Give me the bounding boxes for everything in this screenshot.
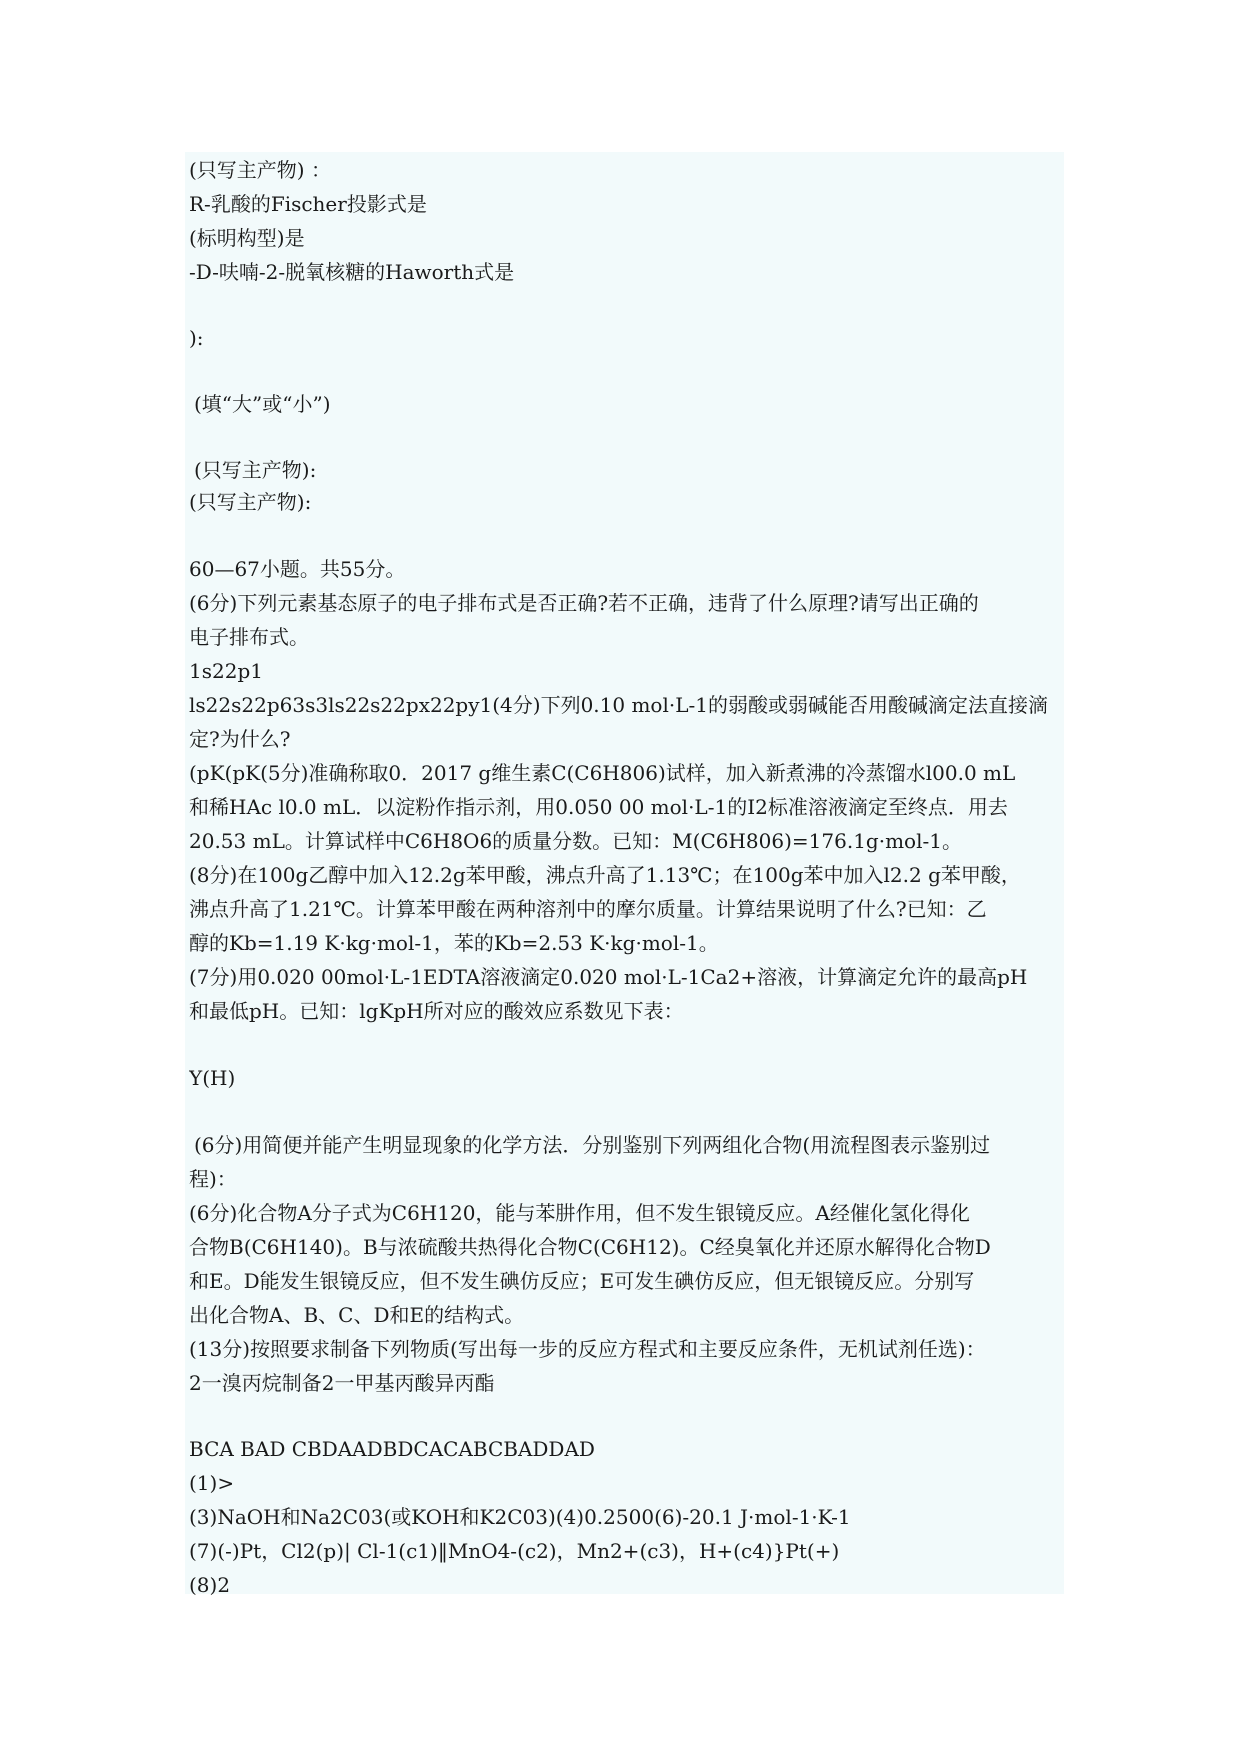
text-line: (只写主产物): [194,458,317,482]
text-line: (8分)在100g乙醇中加入12.2g苯甲酸，沸点升高了1.13℃；在100g苯中加入l2.2 g苯甲酸， [189,863,1021,887]
text-line: ): [189,326,204,350]
text-line: 和稀HAc l0.0 mL．以淀粉作指示剂，用0.050 00 mol·L-1的I2标准溶液滴定至终点．用去 [189,795,1008,819]
text-line: 出化合物A、B、C、D和E的结构式。 [189,1303,525,1327]
text-line: 合物B(C6H140)。B与浓硫酸共热得化合物C(C6H12)。C经臭氧化并还原水解得化合物D [189,1235,991,1259]
text-line: R-乳酸的Fischer投影式是 [189,192,427,216]
text-line: (1)> [189,1471,235,1495]
text-line: Y(H) [189,1066,236,1090]
text-line: 60—67小题。共55分。 [189,557,406,581]
text-line: 醇的Kb=1.19 K·kg·mol-1，苯的Kb=2.53 K·kg·mol-1。 [189,931,719,955]
text-line: (6分)下列元素基态原子的电子排布式是否正确?若不正确，违背了什么原理?请写出正确的 [189,591,979,615]
text-line: 沸点升高了1.21℃。计算苯甲酸在两种溶剂中的摩尔质量。计算结果说明了什么?已知：乙 [189,897,987,921]
text-line: (6分)化合物A分子式为C6H120，能与苯肼作用，但不发生银镜反应。A经催化氢化得化 [189,1201,970,1225]
text-line: (填“大”或“小”) [194,392,331,416]
text-line: (标明构型)是 [189,226,305,250]
text-line: (8)2 [189,1573,231,1597]
text-line: BCA BAD CBDAADBDCACABCBADDAD [189,1437,595,1461]
text-line: (7)(-)Pt，Cl2(p)| Cl-1(c1)‖MnO4-(c2)，Mn2+(c3)，H+(c4)}Pt(+) [189,1539,840,1563]
text-line: (pK(pK(5分)准确称取0．2017 g维生素C(C6H806)试样，加入新煮沸的冷蒸馏水l00.0 mL [189,761,1016,785]
text-line: (3)NaOH和Na2C03(或KOH和K2C03)(4)0.2500(6)-20.1 J·mol-1·K-1 [189,1505,851,1529]
text-line: 和E。D能发生银镜反应，但不发生碘仿反应；E可发生碘仿反应，但无银镜反应。分别写 [189,1269,975,1293]
text-line: 定?为什么? [189,727,291,751]
text-line: ls22s22p63s3ls22s22px22py1(4分)下列0.10 mol·L-1的弱酸或弱碱能否用酸碱滴定法直接滴 [189,693,1048,717]
text-line: -D-呋喃-2-脱氧核糖的Haworth式是 [189,260,515,284]
text-line: (13分)按照要求制备下列物质(写出每一步的反应方程式和主要反应条件，无机试剂任选)： [189,1337,986,1361]
text-line: 电子排布式。 [189,625,309,649]
text-line: (只写主产物): [189,490,312,514]
text-line: (6分)用简便并能产生明显现象的化学方法．分别鉴别下列两组化合物(用流程图表示鉴别过 [194,1133,991,1157]
text-line: 程)： [189,1167,237,1191]
text-line: 2一溴丙烷制备2一甲基丙酸异丙酯 [189,1371,495,1395]
text-line: 和最低pH。已知：lgKpH所对应的酸效应系数见下表： [189,999,684,1023]
text-line: 20.53 mL。计算试样中C6H8O6的质量分数。已知：M(C6H806)=176.1g·mol-1。 [189,829,962,853]
text-line: 1s22p1 [189,659,263,683]
text-line: (只写主产物) ： [189,158,331,182]
text-line: (7分)用0.020 00mol·L-1EDTA溶液滴定0.020 mol·L-1Ca2+溶液，计算滴定允许的最高pH [189,965,1028,989]
